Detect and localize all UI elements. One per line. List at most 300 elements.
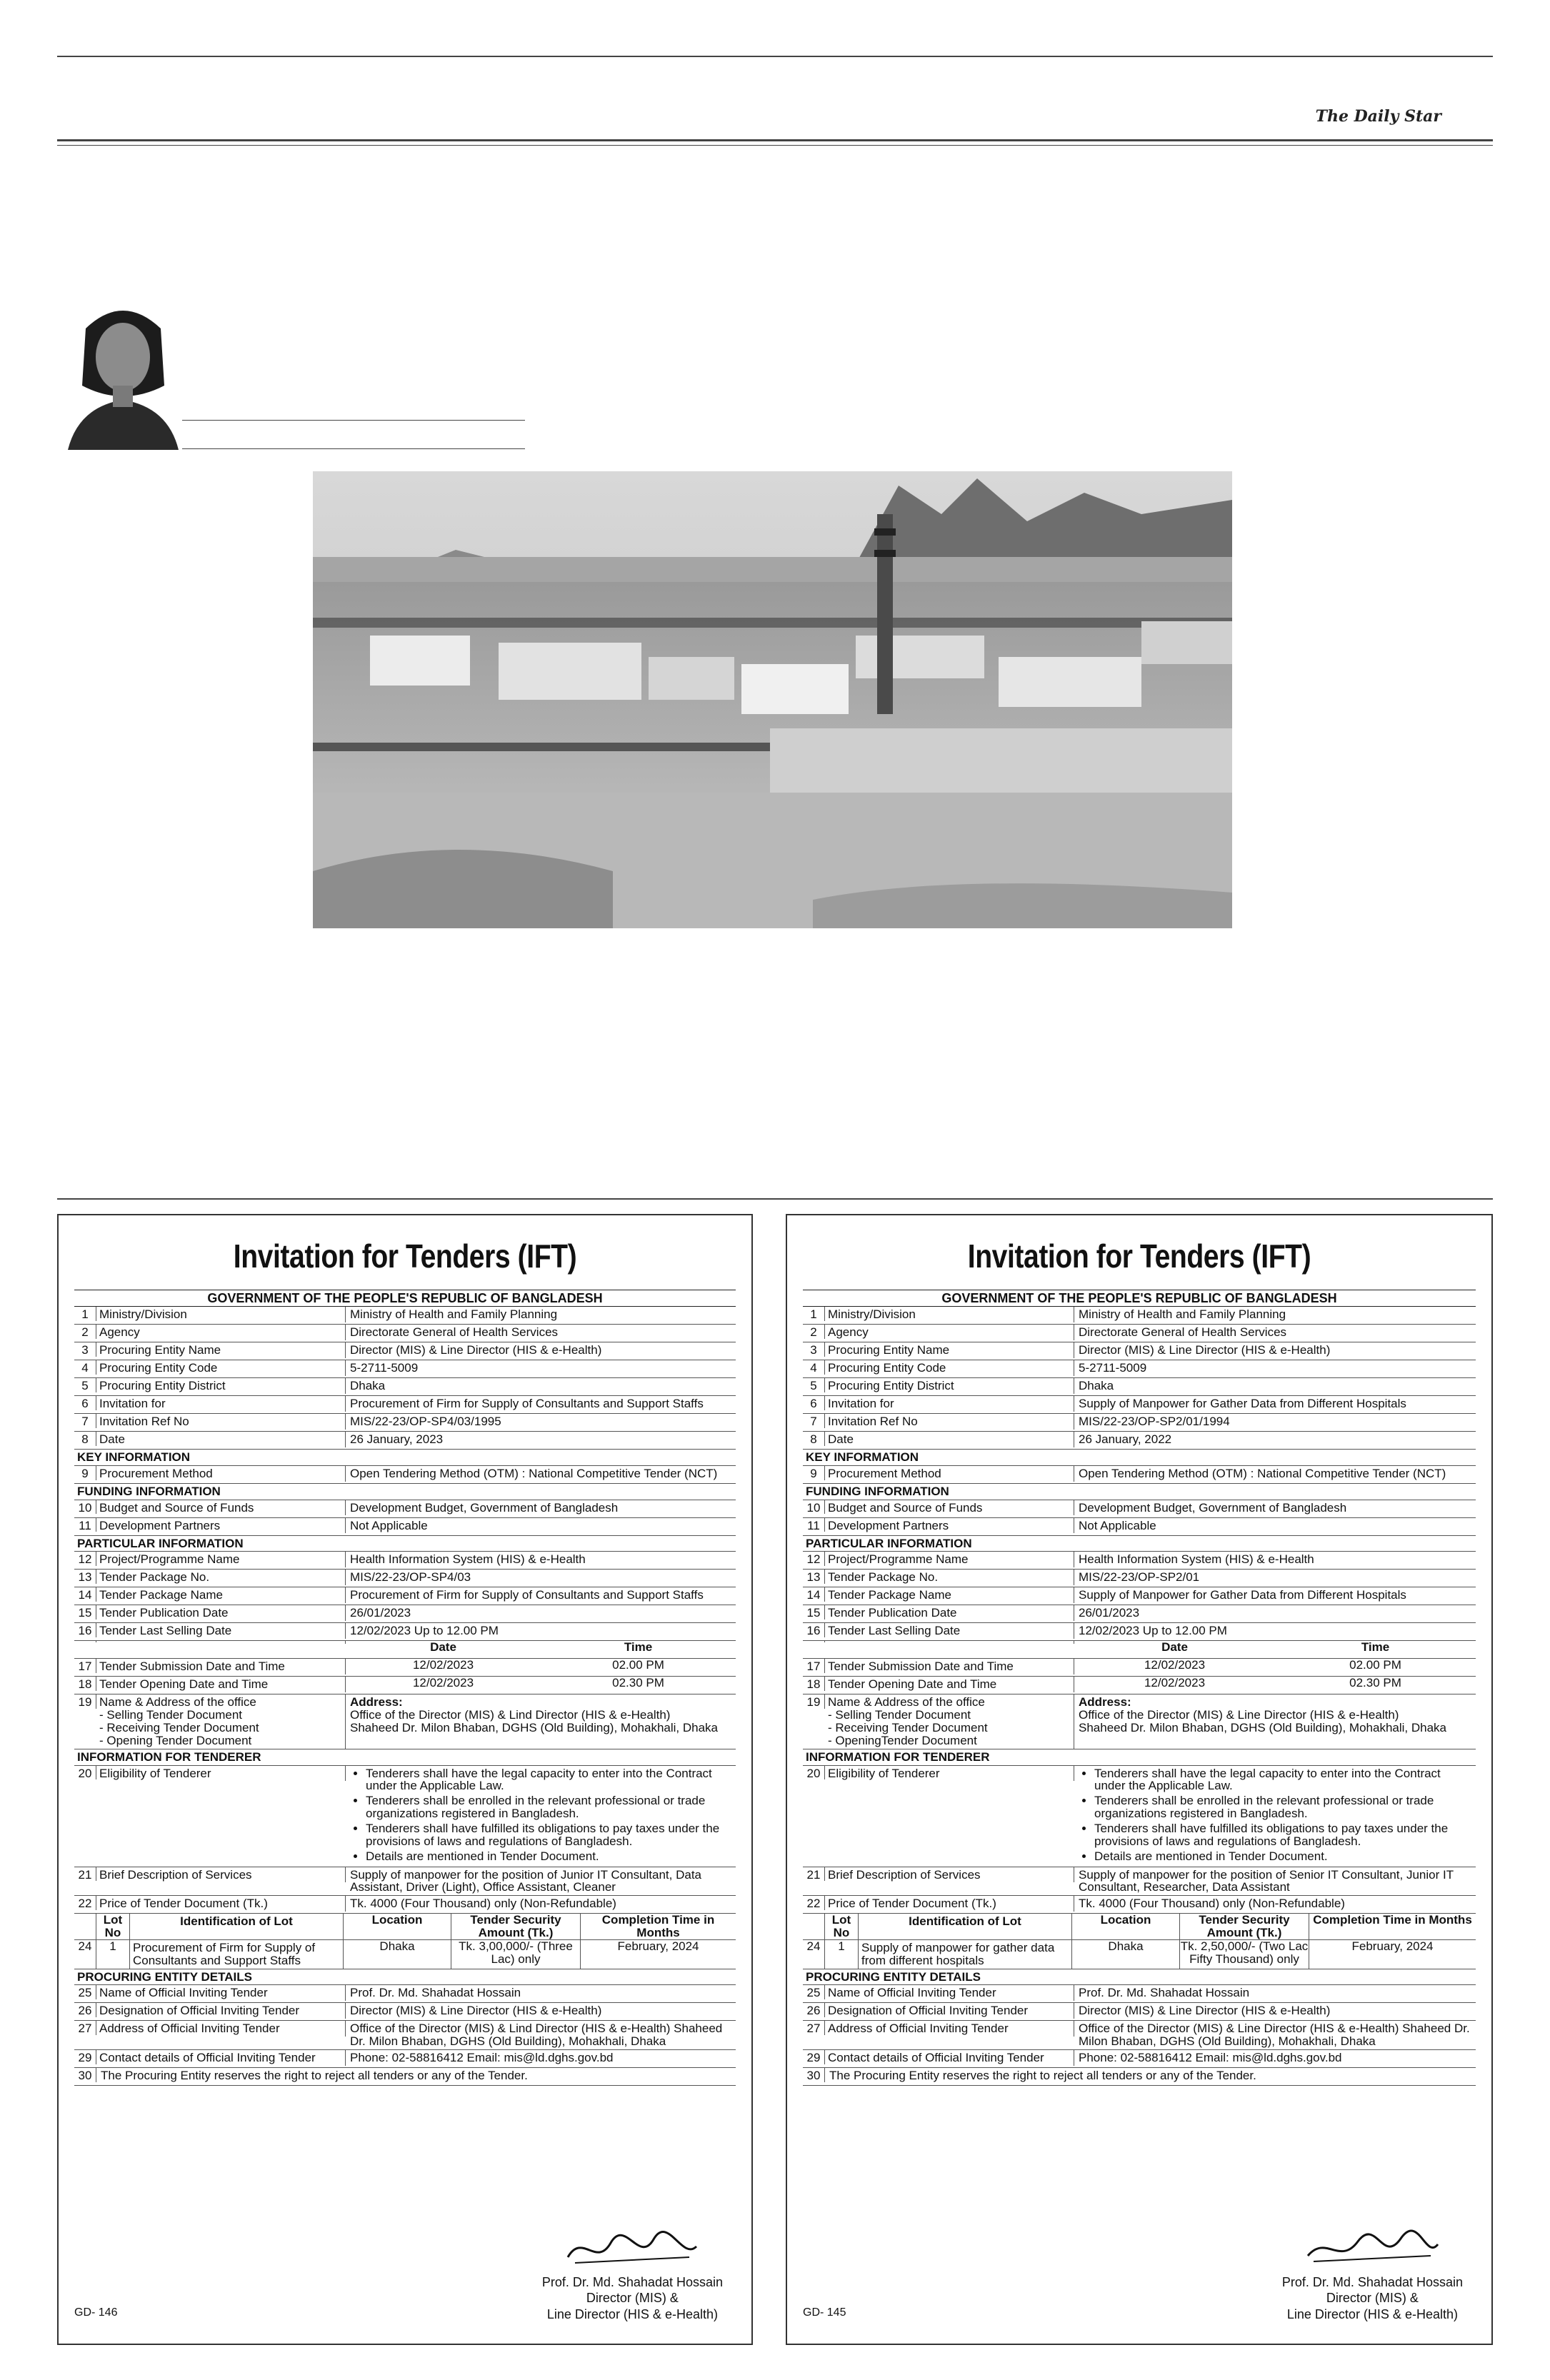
row-number: 20 (803, 1766, 825, 1780)
section-heading: FUNDING INFORMATION (803, 1484, 1476, 1500)
lot-no-header: Lot No (96, 1914, 130, 1939)
lot-ident: Procurement of Firm for Supply of Consultants and Support Staffs (130, 1940, 344, 1969)
row-value: MIS/22-23/OP-SP4/03/1995 (350, 1414, 501, 1428)
row-label: Invitation Ref No (96, 1414, 346, 1430)
row-value: Director (MIS) & Line Director (HIS & e-Health) (1079, 2004, 1331, 2018)
row-label: Tender Opening Date and Time (96, 1677, 346, 1692)
ads-rule (57, 1198, 1493, 1200)
row-number: 15 (74, 1605, 96, 1620)
label-line: Name & Address of the office (828, 1695, 985, 1709)
row-number: 3 (74, 1342, 96, 1357)
row-number: 6 (74, 1396, 96, 1410)
row-number: 16 (803, 1623, 825, 1637)
eligibility-item: • Tenderers shall have fulfilled its obligations to pay taxes under the provisions of laws and regulations of Bangladesh. (1094, 1822, 1471, 1848)
table-row (803, 1985, 1476, 2003)
table-row (74, 1766, 736, 1867)
table-row (74, 1867, 736, 1897)
table-row (803, 1659, 1476, 1677)
table-row (803, 1360, 1476, 1378)
table-row (74, 1500, 736, 1518)
row-label: Address of Official Inviting Tender (825, 2021, 1074, 2037)
tender-table (803, 1290, 1476, 2086)
eligibility-item: • Tenderers shall have the legal capacity to enter into the Contract under the Applicable Law. (366, 1767, 731, 1793)
lot-no-header: Lot No (825, 1914, 859, 1939)
completion-header: Completion Time in Months (1313, 1913, 1472, 1927)
row-value: Supply of manpower for the position of Junior IT Consultant, Data Assistant, Driver (Light), Office Assistant, Cleaner (350, 1867, 702, 1894)
section-heading: KEY INFORMATION (803, 1450, 1476, 1466)
row-value: Not Applicable (1079, 1518, 1156, 1532)
row-number: 19 (74, 1694, 96, 1709)
signature-block (542, 2229, 723, 2323)
table-row (803, 1766, 1476, 1867)
row-label: Date (825, 1432, 1074, 1447)
row-number: 7 (803, 1414, 825, 1428)
table-row (803, 2003, 1476, 2021)
row-label: Eligibility of Tenderer (825, 1766, 1074, 1782)
row-number: 4 (74, 1360, 96, 1375)
row-label: Contact details of Official Inviting Tender (825, 2050, 1074, 2066)
lot-no: 1 (96, 1940, 130, 1969)
row-label: Tender Last Selling Date (96, 1623, 346, 1639)
ad-title: Invitation for Tenders (IFT) (967, 1237, 1311, 1275)
row-label: Procuring Entity District (96, 1378, 346, 1394)
signatory-name: Prof. Dr. Md. Shahadat Hossain (1281, 2274, 1463, 2289)
row-number: 8 (74, 1432, 96, 1446)
row-value (1074, 1694, 1476, 1736)
row-number: 18 (803, 1677, 825, 1691)
row-number: 13 (803, 1570, 825, 1584)
time-header: Time (624, 1640, 653, 1655)
table-row (74, 1342, 736, 1360)
row-value: Directorate General of Health Services (1079, 1325, 1287, 1339)
row-label: Project/Programme Name (96, 1552, 346, 1567)
row-value: MIS/22-23/OP-SP2/01 (1079, 1570, 1200, 1585)
row-number: 11 (803, 1518, 825, 1532)
table-row (74, 1605, 736, 1623)
table-row (74, 1623, 736, 1641)
row-label: Name of Official Inviting Tender (825, 1985, 1074, 2001)
row-number: 1 (803, 1307, 825, 1321)
row-number: 22 (803, 1896, 825, 1910)
row-number: 14 (803, 1587, 825, 1602)
row-number: 19 (803, 1694, 825, 1709)
ad-title: Invitation for Tenders (IFT) (233, 1237, 577, 1275)
table-row (803, 1552, 1476, 1570)
label-line: - Receiving Tender Document (828, 1721, 988, 1735)
row-number: 26 (803, 2003, 825, 2017)
lot-no: 1 (825, 1940, 859, 1969)
row-value: Open Tendering Method (OTM) : National Competitive Tender (NCT) (1079, 1466, 1446, 1480)
row-number: 27 (803, 2021, 825, 2035)
section-heading: INFORMATION FOR TENDERER (74, 1749, 736, 1766)
row-value: Director (MIS) & Line Director (HIS & e-Health) (350, 2004, 602, 2018)
row-number: 4 (803, 1360, 825, 1375)
eligibility-item: • Tenderers shall be enrolled in the relevant professional or trade organizations registered in Bangladesh. (366, 1794, 731, 1820)
row-number: 12 (74, 1552, 96, 1566)
row-number: 14 (74, 1587, 96, 1602)
gd-number: GD- 146 (74, 2306, 118, 2319)
row-time: 02.00 PM (1349, 1658, 1401, 1672)
row-value: Procurement of Firm for Supply of Consultants and Support Staffs (350, 1396, 704, 1410)
table-row (803, 1605, 1476, 1623)
table-row (74, 1985, 736, 2003)
row-label: Procurement Method (825, 1466, 1074, 1482)
row-value: 12/02/2023 Up to 12.00 PM (1079, 1624, 1227, 1638)
lot-location: Dhaka (1072, 1940, 1180, 1969)
row-value: Supply of Manpower for Gather Data from Different Hospitals (1079, 1588, 1406, 1602)
lot-security: Tk. 3,00,000/- (Three Lac) only (451, 1940, 581, 1969)
row-label: Tender Submission Date and Time (96, 1659, 346, 1674)
row-number: 7 (74, 1414, 96, 1428)
gov-heading: GOVERNMENT OF THE PEOPLE'S REPUBLIC OF BANGLADESH (74, 1290, 736, 1307)
security-header: Tender Security Amount (Tk.) (1180, 1914, 1309, 1939)
byline-rule-2 (182, 448, 525, 449)
row-number: 2 (74, 1325, 96, 1339)
eligibility-item: • Details are mentioned in Tender Document. (1094, 1850, 1471, 1863)
row-value (346, 1766, 736, 1867)
section-heading: INFORMATION FOR TENDERER (803, 1749, 1476, 1766)
table-row (803, 1500, 1476, 1518)
row-label: Tender Package No. (96, 1570, 346, 1585)
table-row (74, 2003, 736, 2021)
eligibility-item: • Details are mentioned in Tender Document. (366, 1850, 731, 1863)
row-value: Phone: 02-58816412 Email: mis@ld.dghs.gov.bd (1079, 2051, 1342, 2065)
row-value: The Procuring Entity reserves the right to reject all tenders or any of the Tender. (101, 2069, 528, 2083)
signature-scribble (1301, 2229, 1444, 2271)
row-value: MIS/22-23/OP-SP4/03 (350, 1570, 471, 1585)
row-value: 26/01/2023 (350, 1606, 411, 1620)
table-row (74, 1414, 736, 1432)
row-number: 24 (803, 1940, 825, 1969)
table-row (803, 1378, 1476, 1396)
security-header: Tender Security Amount (Tk.) (451, 1914, 581, 1939)
row-value: Dhaka (350, 1378, 386, 1392)
row-value: Director (MIS) & Line Director (HIS & e-Health) (1079, 1342, 1331, 1357)
section-heading: PROCURING ENTITY DETAILS (803, 1969, 1476, 1986)
row-number: 17 (74, 1659, 96, 1673)
table-row (803, 1396, 1476, 1414)
row-value: Dhaka (1079, 1378, 1114, 1392)
row-value: Development Budget, Government of Bangladesh (350, 1500, 619, 1515)
lot-row (74, 1940, 736, 1969)
row-value: Not Applicable (350, 1518, 428, 1532)
gov-heading: GOVERNMENT OF THE PEOPLE'S REPUBLIC OF BANGLADESH (803, 1290, 1476, 1307)
row-value: Office of the Director (MIS) & Lind Director (HIS & e-Health) Shaheed Dr. Milon Bhaban, DGHS (Old Building), Mohakhali, Dhaka (350, 2022, 723, 2049)
row-label: Procurement Method (96, 1466, 346, 1482)
table-row (74, 1378, 736, 1396)
row-time: 02.00 PM (612, 1658, 664, 1672)
tender-ad-left (57, 1214, 753, 2345)
row-number: 24 (74, 1940, 96, 1969)
row-value: Health Information System (HIS) & e-Health (1079, 1552, 1314, 1567)
row-value: Supply of manpower for the position of Senior IT Consultant, Junior IT Consultant, Researcher, Data Assistant (1079, 1867, 1454, 1894)
row-number: 22 (74, 1896, 96, 1910)
label-line: - Selling Tender Document (99, 1708, 243, 1722)
table-row (803, 1867, 1476, 1897)
row-label (96, 1694, 346, 1748)
table-row (803, 1587, 1476, 1605)
row-value: Ministry of Health and Family Planning (1079, 1307, 1286, 1321)
row-value (1074, 1766, 1476, 1867)
row-label: Tender Publication Date (825, 1605, 1074, 1621)
label-line: - OpeningTender Document (828, 1733, 977, 1747)
row-value: Health Information System (HIS) & e-Health (350, 1552, 586, 1567)
table-row (74, 1307, 736, 1325)
row-label: Tender Publication Date (96, 1605, 346, 1621)
row-number: 3 (803, 1342, 825, 1357)
row-value: 26 January, 2023 (350, 1432, 444, 1446)
row-label: Procuring Entity District (825, 1378, 1074, 1394)
date-header: Date (1161, 1640, 1188, 1655)
row-label: Brief Description of Services (96, 1867, 346, 1883)
lot-row (803, 1940, 1476, 1969)
news-photo-industrial-site (313, 471, 1232, 928)
row-label: Development Partners (825, 1518, 1074, 1534)
table-row (74, 1570, 736, 1587)
row-value: Ministry of Health and Family Planning (350, 1307, 558, 1321)
row-label: Procuring Entity Code (96, 1360, 346, 1376)
row-number: 9 (74, 1466, 96, 1480)
row-label: Agency (96, 1325, 346, 1340)
masthead-logo: The Daily Star (1315, 107, 1441, 126)
section-heading: KEY INFORMATION (74, 1450, 736, 1466)
row-number: 27 (74, 2021, 96, 2035)
section-heading: PARTICULAR INFORMATION (74, 1536, 736, 1552)
location-header: Location (1072, 1914, 1180, 1939)
row-value: Development Budget, Government of Bangladesh (1079, 1500, 1347, 1515)
row-label (825, 1694, 1074, 1748)
table-row (74, 1432, 736, 1450)
row-value: The Procuring Entity reserves the right to reject all tenders or any of the Tender. (829, 2069, 1256, 2083)
table-row (74, 1552, 736, 1570)
address-line: Office of the Director (MIS) & Lind Director (HIS & e-Health) (350, 1708, 671, 1722)
row-label: Designation of Official Inviting Tender (825, 2003, 1074, 2019)
row-number: 21 (74, 1867, 96, 1882)
row-value: 5-2711-5009 (1079, 1360, 1147, 1375)
table-row (803, 1518, 1476, 1536)
row-label: Ministry/Division (825, 1307, 1074, 1322)
row-number: 13 (74, 1570, 96, 1584)
row-date: 12/02/2023 (1144, 1658, 1206, 1672)
lot-ident-header: Identification of Lot (859, 1914, 1072, 1939)
row-label: Tender Package Name (825, 1587, 1074, 1603)
table-row (803, 1325, 1476, 1342)
row-date: 12/02/2023 (1144, 1676, 1206, 1690)
address-heading: Address: (1079, 1695, 1131, 1709)
label-line: Name & Address of the office (99, 1695, 256, 1709)
row-value: MIS/22-23/OP-SP2/01/1994 (1079, 1414, 1230, 1428)
row-number: 26 (74, 2003, 96, 2017)
eligibility-item: • Tenderers shall have fulfilled its obligations to pay taxes under the provisions of laws and regulations of Bangladesh. (366, 1822, 731, 1848)
table-row (803, 2050, 1476, 2068)
lot-completion: February, 2024 (617, 1939, 699, 1953)
table-row (74, 1360, 736, 1378)
row-label: Name of Official Inviting Tender (96, 1985, 346, 2001)
table-row (74, 2050, 736, 2068)
row-number: 5 (803, 1378, 825, 1392)
row-number: 5 (74, 1378, 96, 1392)
address-line: Shaheed Dr. Milon Bhaban, DGHS (Old Building), Mohakhali, Dhaka (1079, 1721, 1446, 1735)
address-line: Office of the Director (MIS) & Line Director (HIS & e-Health) (1079, 1708, 1399, 1722)
row-number: 6 (803, 1396, 825, 1410)
signature-block (1282, 2229, 1463, 2323)
label-line: - Selling Tender Document (828, 1708, 971, 1722)
row-value: Tk. 4000 (Four Thousand) only (Non-Refundable) (1079, 1897, 1345, 1911)
row-time: 02.30 PM (1349, 1676, 1401, 1690)
row-label: Invitation for (825, 1396, 1074, 1412)
table-row (74, 1896, 736, 1914)
row-label: Brief Description of Services (825, 1867, 1074, 1883)
top-rule (57, 56, 1493, 57)
row-label: Tender Package No. (825, 1570, 1074, 1585)
eligibility-item: • Tenderers shall have the legal capacity to enter into the Contract under the Applicable Law. (1094, 1767, 1471, 1793)
row-label: Agency (825, 1325, 1074, 1340)
row-number: 10 (74, 1500, 96, 1515)
row-time: 02.30 PM (612, 1676, 664, 1690)
row-value: 26 January, 2022 (1079, 1432, 1172, 1446)
time-header: Time (1361, 1640, 1390, 1655)
tender-table (74, 1290, 736, 2086)
row-number: 15 (803, 1605, 825, 1620)
row-value: 5-2711-5009 (350, 1360, 419, 1375)
row-label: Invitation Ref No (825, 1414, 1074, 1430)
table-row (803, 2068, 1476, 2086)
row-label: Budget and Source of Funds (96, 1500, 346, 1516)
lot-location: Dhaka (344, 1940, 451, 1969)
row-label: Project/Programme Name (825, 1552, 1074, 1567)
row-label: Ministry/Division (96, 1307, 346, 1322)
table-row (74, 1325, 736, 1342)
row-date: 12/02/2023 (412, 1658, 474, 1672)
row-label: Procuring Entity Name (825, 1342, 1074, 1358)
table-row (74, 2021, 736, 2050)
date-header: Date (430, 1640, 456, 1655)
row-label: Address of Official Inviting Tender (96, 2021, 346, 2037)
row-value: 26/01/2023 (1079, 1606, 1140, 1620)
table-row (74, 1659, 736, 1677)
location-header: Location (344, 1914, 451, 1939)
row-number: 11 (74, 1518, 96, 1532)
date-time-header (74, 1641, 736, 1659)
row-value: Open Tendering Method (OTM) : National Competitive Tender (NCT) (350, 1466, 718, 1480)
row-value: Tk. 4000 (Four Thousand) only (Non-Refundable) (350, 1897, 616, 1911)
row-number: 30 (74, 2068, 96, 2082)
row-value (346, 1694, 736, 1736)
columnist-portrait (57, 300, 189, 450)
lot-completion: February, 2024 (1351, 1939, 1434, 1953)
row-value: Phone: 02-58816412 Email: mis@ld.dghs.gov.bd (350, 2051, 614, 2065)
masthead-rule-2 (57, 145, 1493, 146)
row-label: Contact details of Official Inviting Tender (96, 2050, 346, 2066)
table-row (74, 1587, 736, 1605)
table-row (803, 1307, 1476, 1325)
table-row (74, 1396, 736, 1414)
row-label: Eligibility of Tenderer (96, 1766, 346, 1782)
row-value: Directorate General of Health Services (350, 1325, 559, 1339)
row-number: 1 (74, 1307, 96, 1321)
row-label: Invitation for (96, 1396, 346, 1412)
lot-header (74, 1914, 736, 1940)
table-row (803, 1896, 1476, 1914)
label-line: - Opening Tender Document (99, 1733, 252, 1747)
table-row (74, 2068, 736, 2086)
lot-ident-header: Identification of Lot (130, 1914, 344, 1939)
table-row (803, 1466, 1476, 1484)
signatory-title: Line Director (HIS & e-Health) (546, 2306, 718, 2321)
row-label: Development Partners (96, 1518, 346, 1534)
row-date: 12/02/2023 (412, 1676, 474, 1690)
completion-header: Completion Time in Months (601, 1913, 715, 1940)
row-number: 25 (803, 1985, 825, 1999)
row-number: 21 (803, 1867, 825, 1882)
table-row (74, 1466, 736, 1484)
row-value: Office of the Director (MIS) & Line Director (HIS & e-Health) Shaheed Dr. Milon Bhaban, DGHS (Old Building), Mohakhali, Dhaka (1079, 2022, 1470, 2049)
address-heading: Address: (350, 1695, 403, 1709)
table-row (803, 1570, 1476, 1587)
row-number: 9 (803, 1466, 825, 1480)
lot-ident: Supply of manpower for gather data from different hospitals (859, 1940, 1072, 1969)
tender-ad-right (786, 1214, 1493, 2345)
row-label: Price of Tender Document (Tk.) (825, 1896, 1074, 1912)
masthead-rule-1 (57, 139, 1493, 141)
table-row (803, 1432, 1476, 1450)
section-heading: PROCURING ENTITY DETAILS (74, 1969, 736, 1986)
table-row (803, 1623, 1476, 1641)
signature-scribble (561, 2229, 704, 2271)
address-line: Shaheed Dr. Milon Bhaban, DGHS (Old Building), Mohakhali, Dhaka (350, 1721, 718, 1735)
section-heading: PARTICULAR INFORMATION (803, 1536, 1476, 1552)
row-value: Director (MIS) & Line Director (HIS & e-Health) (350, 1342, 602, 1357)
table-row (803, 1414, 1476, 1432)
row-label: Tender Package Name (96, 1587, 346, 1603)
table-row (803, 2021, 1476, 2050)
row-number: 8 (803, 1432, 825, 1446)
row-number: 12 (803, 1552, 825, 1566)
row-value: 12/02/2023 Up to 12.00 PM (350, 1624, 499, 1638)
table-row (74, 1518, 736, 1536)
row-label: Designation of Official Inviting Tender (96, 2003, 346, 2019)
row-label: Procuring Entity Code (825, 1360, 1074, 1376)
byline-rule-1 (182, 420, 525, 421)
row-label: Tender Submission Date and Time (825, 1659, 1074, 1674)
gd-number: GD- 145 (803, 2306, 846, 2319)
row-number: 10 (803, 1500, 825, 1515)
lot-header (803, 1914, 1476, 1940)
label-line: - Receiving Tender Document (99, 1721, 259, 1735)
section-heading: FUNDING INFORMATION (74, 1484, 736, 1500)
row-number: 30 (803, 2068, 825, 2082)
row-number: 2 (803, 1325, 825, 1339)
row-label: Procuring Entity Name (96, 1342, 346, 1358)
row-number: 20 (74, 1766, 96, 1780)
lot-security: Tk. 2,50,000/- (Two Lac Fifty Thousand) only (1180, 1940, 1309, 1969)
row-label: Budget and Source of Funds (825, 1500, 1074, 1516)
row-label: Price of Tender Document (Tk.) (96, 1896, 346, 1912)
signatory-title: Line Director (HIS & e-Health) (1286, 2306, 1458, 2321)
row-number: 29 (74, 2050, 96, 2064)
eligibility-item: • Tenderers shall be enrolled in the relevant professional or trade organizations registered in Bangladesh. (1094, 1794, 1471, 1820)
signatory-title: Director (MIS) & (1326, 2291, 1419, 2305)
row-value: Supply of Manpower for Gather Data from Different Hospitals (1079, 1396, 1406, 1410)
table-row (74, 1694, 736, 1749)
row-label: Date (96, 1432, 346, 1447)
table-row (74, 1677, 736, 1694)
table-row (803, 1694, 1476, 1749)
table-row (803, 1677, 1476, 1694)
row-value: Prof. Dr. Md. Shahadat Hossain (1079, 1986, 1250, 2000)
row-label: Tender Opening Date and Time (825, 1677, 1074, 1692)
row-number: 18 (74, 1677, 96, 1691)
